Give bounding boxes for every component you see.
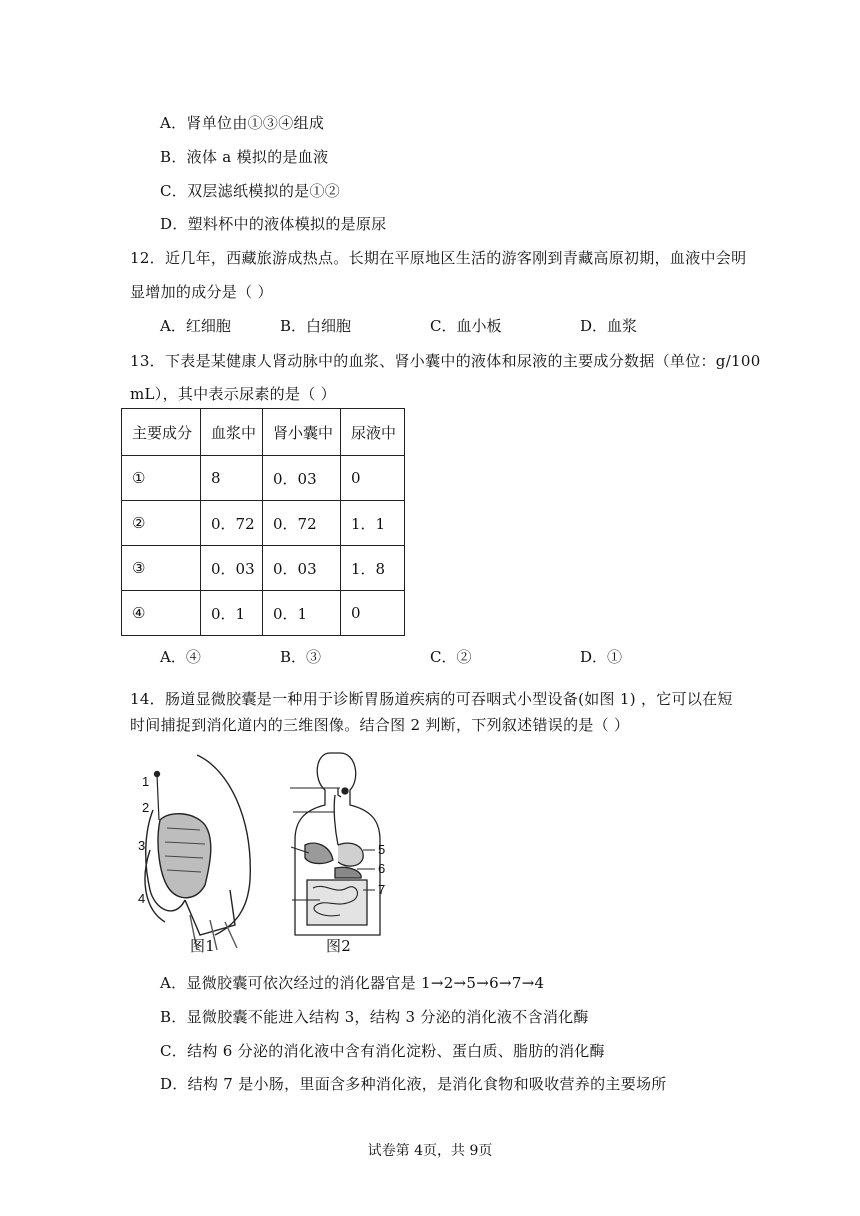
table-cell: ②: [122, 501, 201, 546]
table-cell: 0．1: [201, 591, 263, 636]
q14-figure: [135, 750, 395, 955]
table-cell: 0．03: [263, 456, 341, 501]
q12-stem-line2: 显增加的成分是（ ）: [130, 283, 273, 301]
figure1-hand-illustration: [145, 755, 250, 950]
q11-option-d: D．塑料杯中的液体模拟的是原尿: [160, 215, 387, 233]
q12-option-c: C．血小板: [430, 317, 502, 335]
table-cell: 1．8: [341, 546, 405, 591]
table-header: 主要成分: [122, 409, 201, 456]
fig2-label-1: 1: [142, 774, 150, 789]
q12-option-b: B．白细胞: [280, 317, 352, 335]
table-cell: ③: [122, 546, 201, 591]
q14-option-d: D．结构 7 是小肠，里面含多种消化液，是消化食物和吸收营养的主要场所: [160, 1075, 667, 1093]
q14-option-c: C．结构 6 分泌的消化液中含有消化淀粉、蛋白质、脂肪的消化酶: [160, 1042, 605, 1060]
table-cell: 8: [201, 456, 263, 501]
table-cell: 1．1: [341, 501, 405, 546]
table-cell: 0．03: [201, 546, 263, 591]
table-header-row: [122, 409, 405, 456]
q11-option-b: B．液体 a 模拟的是血液: [160, 148, 329, 166]
table-cell: 0．72: [201, 501, 263, 546]
q13-stem-line1: 13．下表是某健康人肾动脉中的血浆、肾小囊中的液体和尿液的主要成分数据（单位：g/100: [130, 352, 761, 370]
table-row: [122, 501, 405, 546]
q13-options: [160, 646, 720, 668]
q11-option-c: C．双层滤纸模拟的是①②: [160, 182, 341, 200]
q13-stem-line2: mL），其中表示尿素的是（ ）: [130, 385, 336, 403]
table-row: [122, 591, 405, 636]
fig2-label-6: 6: [378, 861, 386, 876]
q13-option-b: B．③: [280, 648, 322, 666]
figure2-caption: 图2: [326, 937, 352, 955]
q12-stem-line1: 12．近几年，西藏旅游成热点。长期在平原地区生活的游客刚到青藏高原初期，血液中会明: [130, 249, 747, 267]
fig2-label-5: 5: [378, 842, 386, 857]
q14-stem-line1: 14．肠道显微胶囊是一种用于诊断胃肠道疾病的可吞咽式小型设备(如图 1) ，它可以在短: [130, 690, 733, 708]
q13-option-a: A．④: [160, 648, 201, 666]
fig2-label-2: 2: [142, 800, 150, 815]
table-row: [122, 546, 405, 591]
page-footer: 试卷第 4页，共 9页: [367, 1143, 493, 1159]
figure2-digestive-system: [295, 753, 380, 935]
table-header: 肾小囊中: [263, 409, 341, 456]
q13-option-d: D．①: [580, 648, 623, 666]
q12-option-a: A．红细胞: [160, 317, 231, 335]
table-cell: 0．72: [263, 501, 341, 546]
q13-data-table: [121, 408, 405, 636]
digestive-figure-illustration: [135, 750, 395, 955]
q14-option-a: A．显微胶囊可依次经过的消化器官是 1→2→5→6→7→4: [160, 974, 545, 992]
q14-stem-line2: 时间捕捉到消化道内的三维图像。结合图 2 判断，下列叙述错误的是（ ）: [130, 716, 630, 734]
table-cell: ④: [122, 591, 201, 636]
table-cell: ①: [122, 456, 201, 501]
table-row: [122, 456, 405, 501]
figure1-caption: 图1: [190, 937, 216, 955]
table-cell: 0: [341, 591, 405, 636]
table-header: 尿液中: [341, 409, 405, 456]
q12-options: [160, 315, 720, 337]
fig2-label-7: 7: [378, 882, 386, 897]
fig2-label-3: 3: [138, 838, 146, 853]
q14-option-b: B．显微胶囊不能进入结构 3，结构 3 分泌的消化液不含消化酶: [160, 1008, 589, 1026]
q13-option-c: C．②: [430, 648, 472, 666]
table-cell: 0．03: [263, 546, 341, 591]
q11-option-a: A．肾单位由①③④组成: [160, 114, 325, 132]
fig2-label-4: 4: [138, 891, 146, 906]
q12-option-d: D．血浆: [580, 317, 638, 335]
table-cell: 0．1: [263, 591, 341, 636]
table-cell: 0: [341, 456, 405, 501]
table-header: 血浆中: [201, 409, 263, 456]
